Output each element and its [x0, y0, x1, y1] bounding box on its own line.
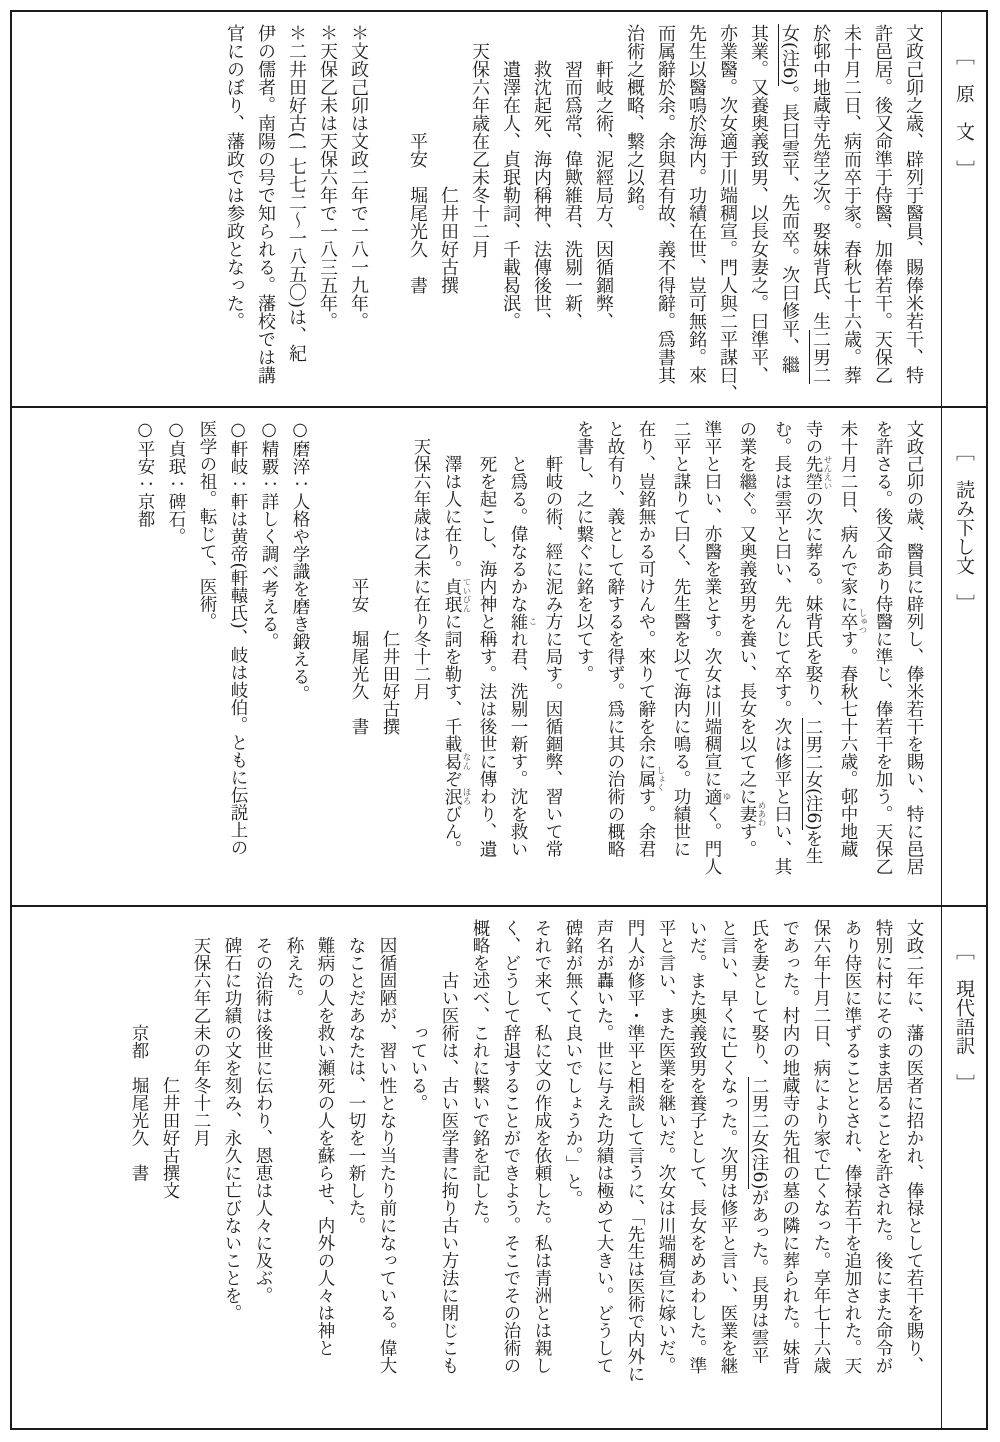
- text-segment: 難病の人を救い瀬死の人を蘇らせ、内外の人々は神と: [315, 919, 335, 1357]
- text-segment: っている。: [408, 919, 428, 1112]
- text-segment: 軒岐之術、泥經局方、因循錮弊、: [593, 24, 614, 330]
- furigana-ruby: めあわ: [756, 801, 766, 827]
- section-yomikudashi: [12, 406, 986, 905]
- text-column: [619, 919, 650, 1422]
- underlined-text: 二男二: [810, 330, 831, 384]
- text-segment: 特別に村にそのまま居ることを許された。後にまた命令が: [873, 919, 893, 1374]
- text-column: [343, 420, 374, 899]
- text-segment: 碑石に功績の文を刻み、永久に亡びないことを。: [222, 919, 242, 1322]
- text-column: [898, 24, 929, 400]
- text-column: [665, 420, 696, 899]
- text-column: [712, 919, 743, 1422]
- text-segment: 仁井田好古撰: [438, 24, 459, 294]
- text-segment: と故有り、義として辭するを得ず。爲に其の治術の概略: [605, 420, 625, 858]
- text-column: [284, 420, 315, 899]
- furigana-ruby: ていびん: [461, 577, 471, 613]
- text-segment: む。長は雲平と曰い、先んじて卒す。次は修平と曰い、其: [772, 420, 792, 875]
- text-column: [278, 919, 309, 1422]
- text-column: [630, 420, 665, 899]
- text-segment: びん。: [442, 805, 462, 858]
- section-header-strip-yomikudashi: [941, 408, 986, 905]
- text-column: [160, 420, 191, 899]
- text-column: [696, 420, 731, 899]
- text-segment: 先生以醫鳴於海内。功績在世、豈可無銘。來: [686, 24, 707, 384]
- text-segment: 官にのぼり、藩政では参政となった。: [224, 24, 245, 330]
- text-column: [557, 919, 588, 1422]
- text-segment: 準平と曰い、亦醫を業とす。次女は川端稠宣に: [702, 420, 722, 788]
- text-column: [898, 919, 929, 1422]
- text-column: [123, 919, 154, 1422]
- text-column: [766, 420, 797, 899]
- text-column: [867, 420, 898, 899]
- underlined-text: 二男二女(注6): [803, 717, 823, 830]
- text-segment: 概略を述べ、これに繋いで銘を記した。: [470, 919, 490, 1234]
- text-column: [312, 24, 343, 400]
- text-segment: ＊天保乙未は天保六年で一八三五年。: [317, 24, 338, 330]
- text-column: [588, 24, 619, 400]
- text-segment: ○平安：京都: [135, 420, 155, 528]
- text-column: [805, 919, 836, 1422]
- text-column: [774, 24, 805, 400]
- ruby-annotated-text: 卒 しゅつ: [838, 608, 867, 634]
- text-segment: 平安 堀尾光久 書: [349, 420, 369, 735]
- furigana-ruby: こ: [527, 612, 537, 630]
- text-column: [805, 24, 836, 400]
- text-segment: を書し、之に繋ぐに銘を以てす。: [574, 420, 594, 683]
- text-segment: 遺澤在人、貞珉勒詞、千載曷泯。: [500, 24, 521, 330]
- section-original-text: [12, 12, 986, 406]
- text-column: [402, 24, 433, 400]
- text-segment: を生: [803, 829, 823, 865]
- text-column: [219, 24, 250, 400]
- text-column: [743, 24, 774, 400]
- text-column: [898, 420, 929, 899]
- text-column: [619, 24, 650, 400]
- text-column: [247, 919, 278, 1422]
- text-column: [526, 24, 557, 400]
- underlined-text: 二男二女(注6): [749, 1076, 769, 1189]
- text-segment: 天保六年歳は乙未に在り冬十二月: [411, 420, 431, 700]
- furigana-ruby: ほろ: [461, 787, 471, 805]
- furigana-ruby: せんえい: [822, 455, 832, 490]
- text-segment: であった。村内の地蔵寺の先祖の墓の隣に葬られた。妹背: [780, 919, 800, 1374]
- text-column: [154, 919, 185, 1422]
- text-segment: を許さる。後又命あり侍醫に準じ、俸若干を加う。天保乙: [873, 420, 893, 875]
- text-column: [216, 919, 247, 1422]
- section-header-strip-original: [941, 12, 986, 406]
- text-segment: なことだあなたは、一切を一新した。: [346, 919, 366, 1234]
- text-column: [281, 24, 312, 400]
- text-column: [537, 420, 568, 899]
- text-column: [402, 919, 433, 1422]
- text-segment: 京都 堀尾光久 書: [129, 919, 149, 1182]
- text-segment: 澤は人に在り。: [442, 420, 462, 578]
- text-segment: す。: [737, 822, 757, 858]
- text-segment: 因循固陋が、習い性となり当たり前になっている。偉大: [377, 919, 397, 1374]
- text-segment: 許邑居。後又命準于侍醫、加俸若干。天保乙: [872, 24, 893, 384]
- text-column: [526, 919, 557, 1422]
- text-column: [343, 24, 374, 400]
- text-column: [650, 919, 681, 1422]
- text-column: [836, 24, 867, 400]
- text-segment: 氏を妻として娶り、: [749, 919, 769, 1077]
- text-segment: の次に葬る。妹背氏を娶り、: [803, 490, 823, 718]
- text-column: [129, 420, 160, 899]
- text-segment: 寺の: [803, 420, 823, 455]
- furigana-ruby: ゆ: [721, 787, 731, 805]
- text-segment: 古い医術は、古い医学書に拘り古い方法に閉じこも: [439, 919, 459, 1374]
- section-header-modern: ［ 現代語訳 ］: [953, 941, 975, 1093]
- section-header-strip-modern: [941, 907, 986, 1428]
- text-segment: 治術之概略、繋之以銘。: [624, 24, 645, 222]
- text-column: [836, 919, 867, 1422]
- ruby-annotated-text: 維 こ: [508, 612, 537, 630]
- ruby-annotated-text: 泯 ほろ: [442, 787, 471, 805]
- text-segment: 軒岐の術、經に泥み方に局す。因循錮弊、習いて常: [543, 420, 563, 858]
- ruby-annotated-text: 先塋 せんえい: [803, 455, 832, 490]
- text-column: [495, 919, 526, 1422]
- text-column: [185, 919, 216, 1422]
- text-column: [371, 919, 402, 1422]
- text-segment: 平と言い、また医業を継いだ。次女は川端稠宣に嫁いだ。: [656, 919, 676, 1374]
- text-column: [495, 24, 526, 400]
- text-segment: と爲る。偉なるかな: [508, 420, 528, 613]
- text-segment: 於邨中地蔵寺先塋之次。娶妹背氏、生: [810, 24, 831, 330]
- section-header-original: ［ 原 文 ］: [953, 46, 975, 179]
- underlined-text: 女(注6): [779, 24, 800, 86]
- text-segment: く。門人: [702, 805, 722, 875]
- ruby-annotated-text: 貞珉 ていびん: [442, 577, 471, 613]
- text-segment: と言い、早くに亡くなった。次男は修平と言い、医業を継: [718, 919, 738, 1374]
- text-column: [433, 919, 464, 1422]
- text-segment: 天保六年歳在乙未冬十二月: [469, 24, 490, 258]
- text-segment: 而属辭於余。余與君有故、義不得辭。爲書其: [655, 24, 676, 384]
- text-column: [191, 420, 222, 899]
- text-segment: 仁井田好古撰: [380, 420, 400, 735]
- text-column: [650, 24, 681, 400]
- text-column: [464, 24, 495, 400]
- text-segment: 仁井田好古撰文: [160, 919, 180, 1199]
- text-column: [250, 24, 281, 400]
- text-segment: 。長曰雲平、先而卒。次曰修平、繼: [779, 85, 800, 374]
- original-text-body: [12, 12, 941, 406]
- ruby-annotated-text: 属 しょく: [636, 766, 665, 792]
- text-segment: に詞を勒す、千載: [442, 612, 462, 753]
- yomikudashi-body: [12, 408, 941, 905]
- text-column: [433, 24, 464, 400]
- text-segment: 平安 堀尾光久 書: [407, 24, 428, 294]
- text-segment: 救沈起死、海内稱神、法傳後世、: [531, 24, 552, 330]
- text-segment: の業を繼ぐ。又奥義致男を養い、長女を以て之に: [737, 420, 757, 805]
- text-column: [464, 919, 495, 1422]
- text-column: [568, 420, 599, 899]
- text-column: [797, 420, 832, 899]
- text-column: [557, 24, 588, 400]
- text-column: [374, 420, 405, 899]
- ruby-annotated-text: 適 ゆ: [702, 787, 731, 805]
- text-segment: 碑銘が無くて良いでしょうか。」と。: [563, 919, 583, 1208]
- text-segment: 二平と謀りて曰く、先生醫を以て海内に鳴る。功績世に: [671, 420, 691, 858]
- text-segment: 在り、豈銘無かる可けんや。來りて辭を余に: [636, 420, 656, 770]
- text-segment: 医学の祖。転じて、医術。: [197, 420, 217, 630]
- text-column: [340, 919, 371, 1422]
- ruby-annotated-text: 曷 なん: [442, 752, 471, 770]
- text-segment: 門人が修平・準平と相談して言うに、「先生は医術で内外に: [625, 919, 645, 1383]
- text-column: [471, 420, 502, 899]
- text-segment: ○磨淬：人格や学識を磨き鍛える。: [290, 420, 310, 703]
- text-column: [832, 420, 867, 899]
- text-column: [253, 420, 284, 899]
- text-segment: ぞ: [442, 770, 462, 788]
- furigana-ruby: しょく: [655, 766, 665, 792]
- text-segment: があった。長男は雲平: [749, 1188, 769, 1364]
- text-column: [743, 919, 774, 1422]
- text-column: [681, 24, 712, 400]
- section-header-yomikudashi: ［ 読み下し文 ］: [953, 442, 975, 613]
- text-column: [774, 919, 805, 1422]
- furigana-ruby: なん: [461, 752, 471, 770]
- text-column: [588, 919, 619, 1422]
- text-segment: 文政二年に、藩の医者に招かれ、俸禄として若干を賜り、: [904, 919, 924, 1374]
- text-segment: 亦業醫。次女適于川端稠宣。門人與二平謀曰、: [717, 24, 738, 402]
- text-segment: いだ。また奥義致男を養子として、長女をめあわした。準: [687, 919, 707, 1374]
- ruby-annotated-text: 妻 めあわ: [737, 801, 766, 827]
- text-segment: 称えた。: [284, 919, 304, 1007]
- text-segment: ＊文政己卯は文政二年で一八一九年。: [348, 24, 369, 330]
- text-segment: す。春秋七十六歳。邨中地蔵: [838, 630, 858, 858]
- text-segment: 其業。又養奥義致男、以長女妻之。曰準平、: [748, 24, 769, 384]
- section-modern-translation: [12, 905, 986, 1428]
- text-column: [599, 420, 630, 899]
- text-segment: その治術は後世に伝わり、恩恵は人々に及ぶ。: [253, 919, 273, 1304]
- text-segment: れ君、洗剔一新す。沈を救い: [508, 630, 528, 858]
- text-column: [405, 420, 436, 899]
- text-segment: ＊二井田好古(一七七二〜一八五〇)は、紀: [286, 24, 307, 363]
- text-segment: く、どうして辞退することができよう。そこでその治術の: [501, 919, 521, 1374]
- text-segment: ○精覈：詳しく調べ考える。: [259, 420, 279, 650]
- text-segment: 文政己卯の歳、醫員に辟列し、俸米若干を賜い、特に邑居: [904, 420, 924, 875]
- text-column: [867, 24, 898, 400]
- text-column: [436, 420, 471, 899]
- text-segment: 習而爲常、偉歟維君、洗剔一新、: [562, 24, 583, 330]
- document-page: [10, 10, 988, 1430]
- text-segment: 伊の儒者。南陽の号で知られる。藩校では講: [255, 24, 276, 384]
- text-column: [502, 420, 537, 899]
- text-segment: ○軒岐：軒は黄帝(軒轅氏)、岐は岐伯。ともに伝説上の: [228, 420, 248, 857]
- text-segment: 声名が轟いた。世に与えた功績は極めて大きい。どうして: [594, 919, 614, 1374]
- text-column: [222, 420, 253, 899]
- furigana-ruby: しゅつ: [857, 608, 867, 634]
- text-segment: ○貞珉：碑石。: [166, 420, 186, 545]
- text-column: [867, 919, 898, 1422]
- text-segment: 死を起こし、海内神と稱す。法は後世に傳わり、遺: [477, 420, 497, 858]
- text-segment: それで来て、私に文の作成を依頼した。私は青洲とは親し: [532, 919, 552, 1374]
- text-segment: 未十月二日、病んで家に: [838, 420, 858, 613]
- text-segment: 文政己卯之歳、辟列于醫員、賜俸米若干、特: [903, 24, 924, 384]
- text-segment: 保六年十月二日、病により家で亡くなった。享年七十六歳: [811, 919, 831, 1374]
- text-column: [731, 420, 766, 899]
- text-column: [681, 919, 712, 1422]
- text-segment: す。余君: [636, 787, 656, 858]
- text-column: [712, 24, 743, 400]
- text-column: [309, 919, 340, 1422]
- modern-translation-body: [12, 907, 941, 1428]
- text-segment: 天保六年乙未の年冬十二月: [191, 919, 211, 1147]
- text-segment: 未十月二日、病而卒于家。春秋七十六歳。葬: [841, 24, 862, 384]
- text-segment: あり侍医に準ずることとされ、俸禄若干を追加された。天: [842, 919, 862, 1374]
